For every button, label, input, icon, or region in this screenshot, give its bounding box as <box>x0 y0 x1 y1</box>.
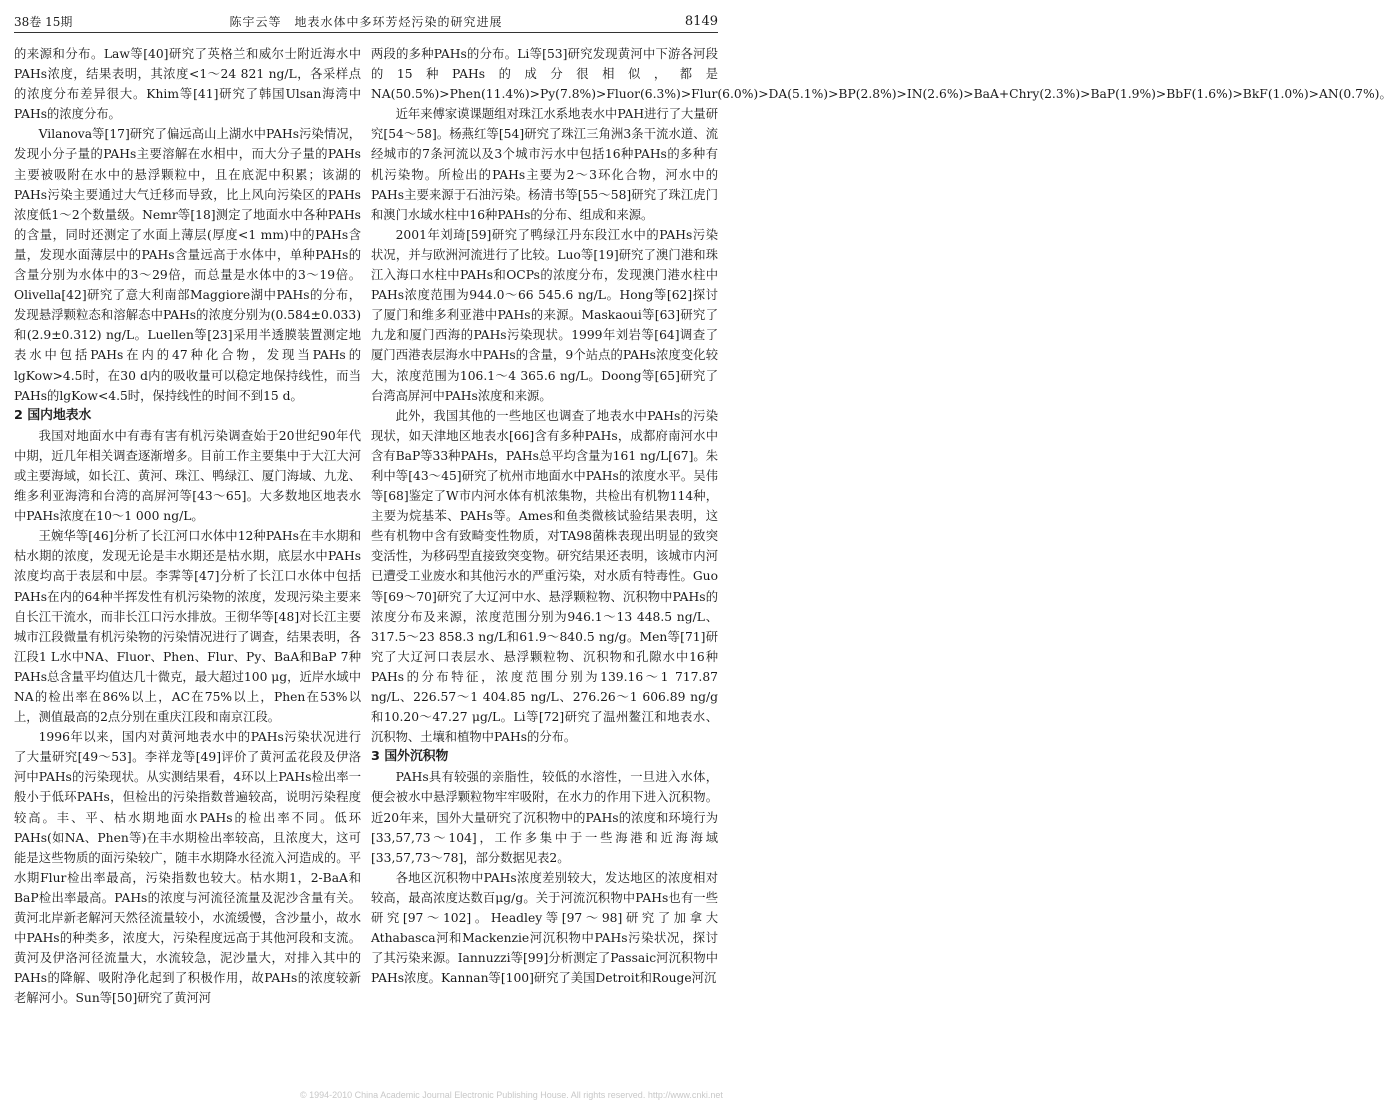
running-title: 陈宇云等 地表水体中多环芳烃污染的研究进展 <box>229 14 503 29</box>
paragraph: 的来源和分布。Law等[40]研究了英格兰和威尔士附近海水中PAHs浓度，结果表明，其浓度<1～24 821 ng/L，各采样点的浓度分布差异很大。Khim等[41]研究了韩国Ulsan海湾中PAHs的浓度分布。 <box>14 47 361 122</box>
paragraph: 两段的多种PAHs的分布。Li等[53]研究发现黄河中下游各河段的15种PAHs的成分很相似，都是NA(50.5%)>Phen(11.4%)>Py(7.8%)>Fluor(6.3%)>Flur(6.0%)>DA(5.1%)>BP(2.8%)>IN(2.6%)>BaA+Chry(2.3%)>BaP(1.9%)>BbF(1.6%)>BkF(1.0%)>AN(0.7%)。 <box>371 47 1392 102</box>
left-column <box>14 44 361 1094</box>
section-heading: 3 国外沉积物 <box>371 749 449 765</box>
page-header <box>14 10 718 33</box>
section-heading: 2 国内地表水 <box>14 407 92 423</box>
paragraph: PAHs具有较强的亲脂性，较低的水溶性，一旦进入水体，便会被水中悬浮颗粒物牢牢吸附，在水力的作用下进入沉积物。近20年来，国外大量研究了沉积物中的PAHs的浓度和环境行为[33,57,73～104]，工作多集中于一些海港和近海海域[33,57,73～78]，部分数据见表2。 <box>371 770 718 865</box>
paragraph: 1996年以来，国内对黄河地表水中的PAHs污染状况进行了大量研究[49～53]。李祥龙等[49]评价了黄河孟花段及伊洛河中PAHs的污染现状。从实测结果看，4环以上PAHs检出率一般小于低环PAHs，但检出的污染指数普遍较高，说明污染程度较高。丰、平、枯水期地面水PAHs的检出率不同。低环PAHs(如NA、Phen等)在丰水期检出率较高，且浓度大，这可能是这些物质的面污染较广，随丰水期降水径流入河造成的。平水期Flur检出率最高，污染指数也较大。枯水期1，2-BaA和BaP检出率最高。PAHs的浓度与河流径流量及泥沙含量有关。黄河北岸新老解河天然径流量较小，水流缓慢，含沙量小，故水中PAHs的种类多，浓度大，污染程度远高于其他河段和支流。黄河及伊洛河径流量大，水流较急，泥沙量大，对排入其中的PAHs的降解、吸附净化起到了积极作用，故PAHs的浓度较新老解河小。Sun等[50]研究了黄河河 <box>14 730 361 1006</box>
paragraph: 2001年刘琦[59]研究了鸭绿江丹东段江水中的PAHs污染状况，并与欧洲河流进行了比较。Luo等[19]研究了澳门港和珠江入海口水柱中PAHs和OCPs的浓度分布，发现澳门港水柱中PAHs浓度范围为944.0～66 545.6 ng/L。Hong等[62]探讨了厦门和维多利亚港中PAHs的来源。Maskaoui等[63]研究了九龙和厦门西海的PAHs污染现状。1999年刘岩等[64]调查了厦门西港表层海水中PAHs的含量，9个站点的PAHs浓度变化较大，浓度范围为106.1～4 365.6 ng/L。Doong等[65]研究了台湾高屏河中PAHs浓度和来源。 <box>371 227 718 403</box>
paragraph: 王婉华等[46]分析了长江河口水体中12种PAHs在丰水期和枯水期的浓度，发现无论是丰水期还是枯水期，底层水中PAHs浓度均高于表层和中层。李霁等[47]分析了长江口水体中包括PAHs在内的64种半挥发性有机污染物的浓度，发现污染主要来自长江干流水，而非长江口污水排放。王彻华等[48]对长江主要城市江段微量有机污染物的污染情况进行了调查，结果表明，各江段1 L水中NA、Fluor、Phen、Flur、Py、BaA和BaP 7种PAHs总含量平均值达几十微克，最大超过100 μg，近岸水域中NA的检出率在86%以上，AC在75%以上，Phen在53%以上，测值最高的2点分别在重庆江段和南京江段。 <box>14 529 361 725</box>
journal-volume-issue: 38卷 15期 <box>14 14 73 29</box>
watermark: © 1994-2010 China Academic Journal Electronic Publishing House. All rights reserved. http://www.cnki.net <box>300 1090 723 1100</box>
paragraph: Vilanova等[17]研究了偏远高山上湖水中PAHs污染情况，发现小分子量的PAHs主要溶解在水相中，而大分子量的PAHs主要被吸附在水中的悬浮颗粒中，且在底泥中积累；该湖的PAHs污染主要通过大气迁移而导致，比上风向污染区的PAHs浓度低1～2个数量级。Nemr等[18]测定了地面水中各种PAHs的含量，同时还测定了水面上薄层(厚度<1 mm)中的PAHs含量，发现水面薄层中的PAHs含量远高于水体中，单种PAHs的含量分别为水体中的3～29倍，而总量是水体中的3～19倍。Olivella[42]研究了意大利南部Maggiore湖中PAHs的分布，发现悬浮颗粒态和溶解态中PAHs的浓度分别为(0.584±0.033)和(2.9±0.312) ng/L。Luellen等[23]采用半透膜装置测定地表水中包括PAHs在内的47种化合物，发现当PAHs的lgKow>4.5时，在30 d内的吸收量可以稳定地保持线性，而当PAHs的lgKow<4.5时，保持线性的时间不到15 d。 <box>14 127 361 403</box>
paragraph: 我国对地面水中有毒有害有机污染调查始于20世纪90年代中期，近几年相关调查逐渐增多。目前工作主要集中于大江大河或主要海域，如长江、黄河、珠江、鸭绿江、厦门海域、九龙、维多利亚海湾和台湾的高屏河等[43～65]。大多数地区地表水中PAHs浓度在10～1 000 ng/L。 <box>14 428 361 524</box>
paragraph: 近年来傅家谟课题组对珠江水系地表水中PAH进行了大量研究[54～58]。杨燕红等[54]研究了珠江三角洲3条干流水道、流经城市的7条河流以及3个城市污水中包括16种PAHs的多种有机污染物。所检出的PAHs主要为2～3环化合物，河水中的PAHs主要来源于石油污染。杨清书等[55～58]研究了珠江虎门和澳门水域水柱中16种PAHs的分布、组成和来源。 <box>371 107 718 222</box>
paragraph: 此外，我国其他的一些地区也调查了地表水中PAHs的污染现状，如天津地区地表水[66]含有多种PAHs，成都府南河水中含有BaP等33种PAHs，PAHs总平均含量为161 ng/L[67]。朱利中等[43～45]研究了杭州市地面水中PAHs的浓度水平。吴伟等[68]鉴定了W市内河水体有机浓集物，共检出有机物114种，主要为烷基苯、PAHs等。Ames和鱼类微核试验结果表明，这些有机物中含有致畸变性物质，对TA98菌株表现出明显的致突变活性，为移码型直接致突变物。研究结果还表明，该城市内河已遭受工业废水和其他污水的严重污染，对水质有特毒性。Guo等[69～70]研究了大辽河中水、悬浮颗粒物、沉积物中PAHs的浓度分布及来源，浓度范围分别为946.1～13 448.5 ng/L、317.5～23 858.3 ng/L和61.9～840.5 ng/g。Men等[71]研究了大辽河口表层水、悬浮颗粒物、沉积物和孔隙水中16种PAHs的分布特征，浓度范围分别为139.16～1 717.87 ng/L、226.57～1 404.85 ng/L、276.26～1 606.89 ng/g和10.20～47.27 μg/L。Li等[72]研究了温州鳌江和地表水、沉积物、土壤和植物中PAHs的分布。 <box>371 408 718 745</box>
right-column <box>371 44 1392 1094</box>
paragraph: 各地区沉积物中PAHs浓度差别较大，发达地区的浓度相对较高，最高浓度达数百μg/g。关于河流沉积物中PAHs也有一些研究[97～102]。Headley等[97～98]研究了加拿大Athabasca河和Mackenzie河沉积物中PAHs污染状况，探讨了其污染来源。Iannuzzi等[99]分析测定了Passaic河沉积物中PAHs浓度。Kannan等[100]研究了美国Detroit和Rouge河沉 <box>371 870 718 986</box>
page-number: 8149 <box>684 13 718 29</box>
